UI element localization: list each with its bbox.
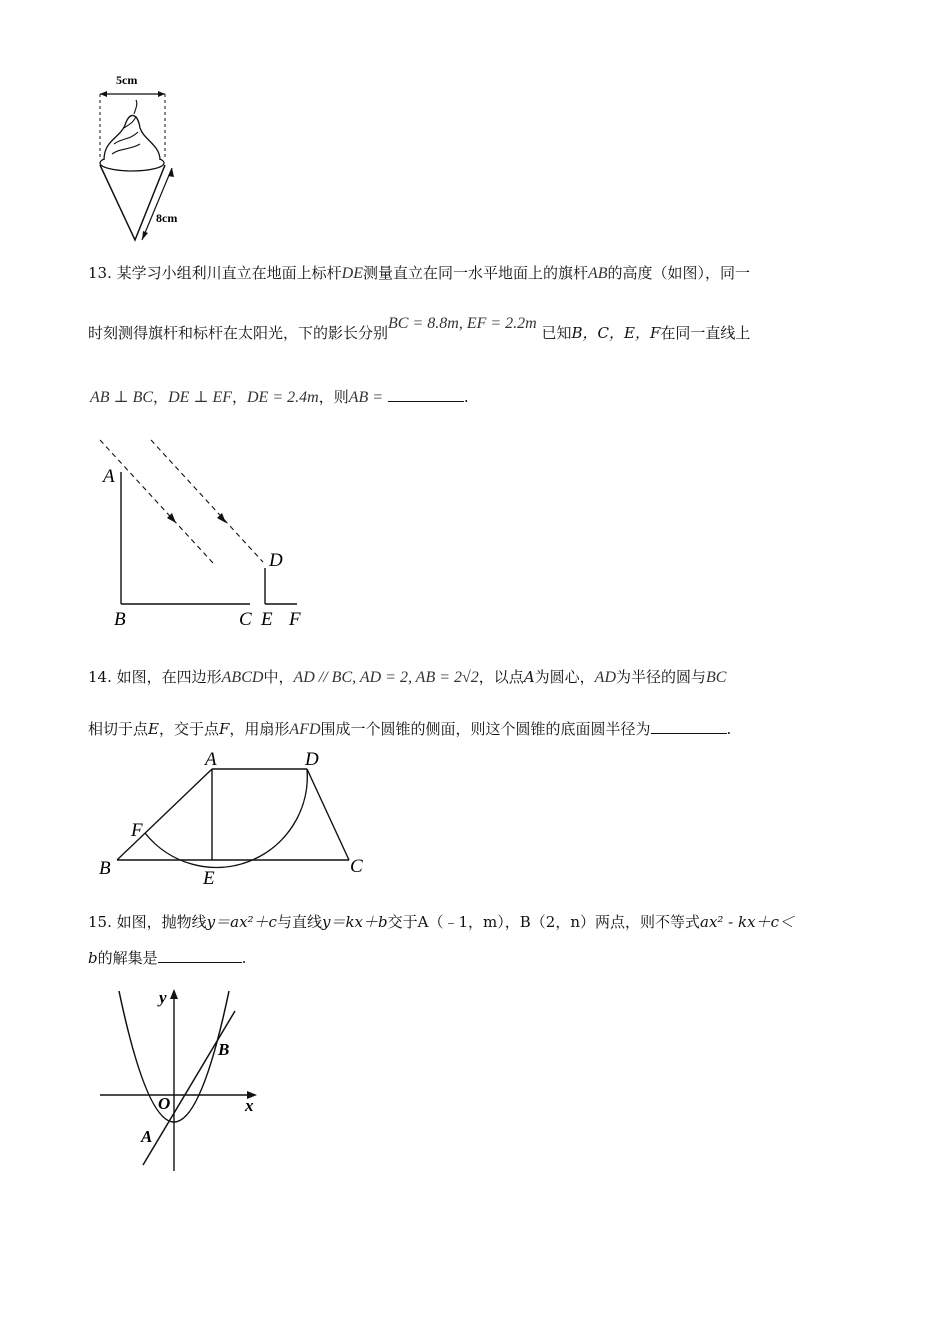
q14-text-2d: 围成一个圆锥的侧面，则这个圆锥的底面圆半径为 xyxy=(320,720,651,738)
q14-text-1b: 中， xyxy=(263,668,294,686)
q14-text-1a: 如图，在四边形 xyxy=(116,668,222,686)
fig15-label-x: x xyxy=(245,1096,254,1115)
fig15-label-a: A xyxy=(141,1127,153,1146)
q15-math-inequality: ax² - kx＋c＜ xyxy=(700,913,794,931)
q15-line2 xyxy=(88,947,246,968)
q14-line2 xyxy=(88,718,731,739)
q15-line1 xyxy=(88,911,794,932)
q13-math-ab-eq: AB = xyxy=(348,389,384,406)
fig13-label-c: C xyxy=(239,609,252,630)
q14-line1 xyxy=(88,666,726,687)
q13-number: 13. xyxy=(88,264,112,282)
q13-text-then: ，则 xyxy=(318,388,349,406)
q15-answer-blank[interactable] xyxy=(158,948,242,963)
q13-line2 xyxy=(88,315,751,343)
q15-math-parabola: y＝ax²＋c xyxy=(206,913,277,931)
q14-math-conditions: AD // BC, AD = 2, AB = 2√2 xyxy=(293,669,479,686)
q14-text-1e: 为半径的圆与 xyxy=(616,668,707,686)
q15-math-line: y＝kx＋b xyxy=(321,913,388,931)
trapezoid-figure xyxy=(95,748,385,888)
q15-text-1c: 交于 xyxy=(387,913,418,931)
q13-math-perp1: AB ⊥ BC xyxy=(90,389,154,406)
fig15-label-y: y xyxy=(159,988,167,1007)
q13-math-ab: AB xyxy=(588,265,608,282)
q14-math-ad: AD xyxy=(594,669,616,686)
q13-points: B，C，E，F xyxy=(571,324,661,342)
q15-text-1b: 与直线 xyxy=(276,913,322,931)
q14-answer-blank[interactable] xyxy=(651,719,727,734)
fig14-label-d: D xyxy=(305,749,319,770)
q14-text-2c: ，用扇形 xyxy=(229,720,290,738)
q13-comma-1: ， xyxy=(153,388,169,406)
q13-math-de: DE xyxy=(341,265,363,282)
q13-text-1c: 的高度（如图），同一 xyxy=(607,264,751,282)
q14-point-f: F xyxy=(218,720,230,738)
fig15-label-o: O xyxy=(158,1094,171,1113)
cone-side-label: 8cm xyxy=(156,211,178,225)
cone-top-label: 5cm xyxy=(116,73,138,87)
q14-point-e: E xyxy=(148,720,159,738)
q14-text-1d: 为圆心， xyxy=(534,668,595,686)
q14-period: . xyxy=(726,720,732,738)
flagpole-figure xyxy=(95,432,315,632)
q15-number: 15. xyxy=(88,913,112,931)
parabola-figure xyxy=(95,985,270,1175)
fig15-label-b: B xyxy=(218,1040,230,1059)
q13-line1 xyxy=(88,262,750,283)
fig13-label-a: A xyxy=(103,466,115,487)
q14-text-2b: ，交于点 xyxy=(158,720,219,738)
q15-text-1a: 如图，抛物线 xyxy=(116,913,207,931)
q13-comma-2: ， xyxy=(231,388,247,406)
q14-number: 14. xyxy=(88,668,112,686)
fig13-label-e: E xyxy=(261,609,273,630)
fig14-label-c: C xyxy=(350,856,363,877)
q15-text-1d: ， xyxy=(504,913,520,931)
q13-math-perp2: DE ⊥ EF xyxy=(168,389,232,406)
fig13-label-f: F xyxy=(289,609,301,630)
q13-text-1b: 测量直立在同一水平地面上的旗杆 xyxy=(362,264,588,282)
fig14-label-a: A xyxy=(205,749,217,770)
q13-text-2b: 已知 xyxy=(541,324,572,342)
q14-math-afd: AFD xyxy=(289,721,321,738)
fig14-label-e: E xyxy=(203,868,215,888)
fig14-label-f: F xyxy=(131,820,143,841)
q14-point-a: A xyxy=(523,668,535,686)
q13-math-de-value: DE = 2.4m xyxy=(247,389,319,406)
q14-text-2a: 相切于点 xyxy=(88,720,149,738)
q15-point-b: B（2，n） xyxy=(519,913,595,931)
fig14-label-b: B xyxy=(99,858,111,879)
q13-math-lengths: BC = 8.8m, EF = 2.2m xyxy=(388,315,537,332)
q13-answer-blank[interactable] xyxy=(388,387,464,402)
q14-math-abcd: ABCD xyxy=(221,669,264,686)
q13-text-2d: 在同一直线上 xyxy=(660,324,751,342)
q14-math-bc: BC xyxy=(706,669,727,686)
q15-point-a: A（﹣1，m） xyxy=(417,913,505,931)
q15-text-2a: 的解集是 xyxy=(97,949,158,967)
q15-math-b: b xyxy=(88,949,98,967)
q14-text-1c: ，以点 xyxy=(478,668,524,686)
q15-text-1e: 两点，则不等式 xyxy=(594,913,700,931)
q15-period: . xyxy=(241,949,247,967)
cone-figure xyxy=(90,70,200,250)
q13-period: . xyxy=(463,388,469,406)
q13-text-2a: 时刻测得旗杆和标杆在太阳光，下的影长分别 xyxy=(88,324,389,342)
fig13-label-d: D xyxy=(269,550,283,571)
q13-line3 xyxy=(90,386,469,407)
fig13-label-b: B xyxy=(114,609,126,630)
q13-text-1a: 某学习小组利川直立在地面上标杆 xyxy=(116,264,342,282)
